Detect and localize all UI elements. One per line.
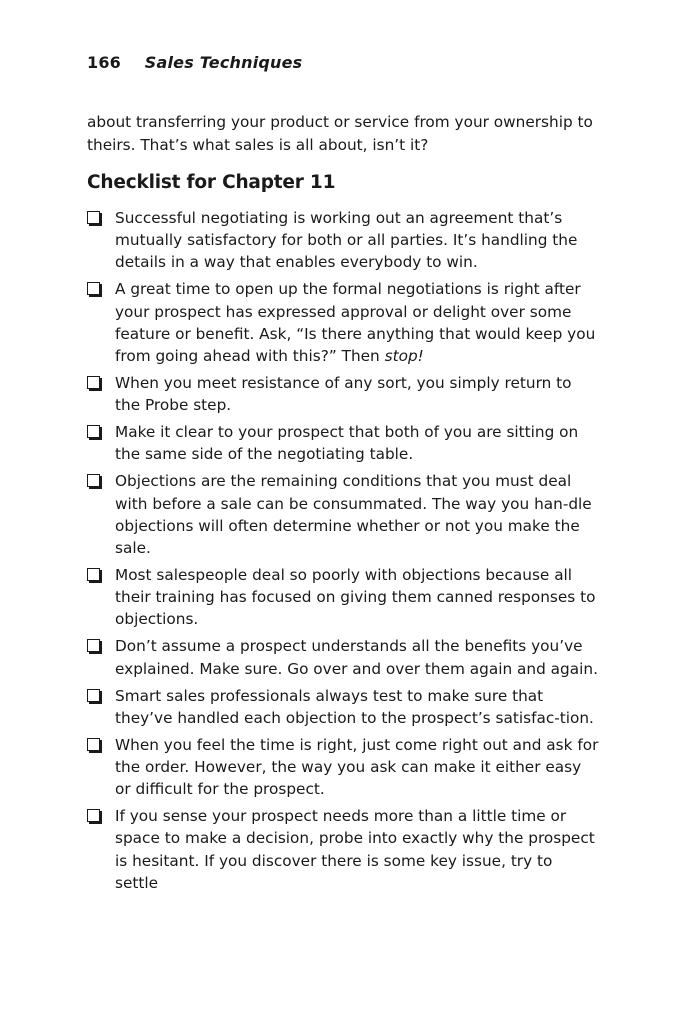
checklist-item — [87, 805, 599, 894]
checklist-item-text: Most salespeople deal so poorly with objections because all their training has focused on giving them canned responses to objections. — [115, 566, 596, 629]
checklist-item-text: If you sense your prospect needs more than a little time or space to make a decision, probe into exactly why the prospect is hesitant. If you discover there is some key issue, try to settle — [115, 807, 595, 892]
checklist-item — [87, 564, 599, 631]
checklist-item-text: When you meet resistance of any sort, you simply return to the Probe step. — [115, 374, 572, 415]
checklist-item-text: Successful negotiating is working out an agreement that’s mutually satisfactory for both or all parties. It’s handling the details in a way that enables everybody to win. — [115, 209, 578, 272]
checkbox-icon — [87, 809, 100, 822]
checkbox-icon — [87, 689, 100, 702]
checklist-item — [87, 734, 599, 801]
checkbox-icon — [87, 282, 100, 295]
checkbox-icon — [87, 738, 100, 751]
checklist-item-text: Make it clear to your prospect that both of you are sitting on the same side of the negotiating table. — [115, 423, 579, 464]
checkbox-icon — [87, 425, 100, 438]
checklist — [87, 207, 599, 899]
checklist-item-emphasis: stop! — [384, 347, 424, 366]
checkbox-icon — [87, 474, 100, 487]
section-title: Checklist for Chapter 11 — [87, 172, 336, 193]
checklist-item — [87, 421, 599, 465]
page-header — [87, 53, 302, 72]
checklist-item — [87, 685, 599, 729]
checklist-item — [87, 372, 599, 416]
checklist-item-text: Don’t assume a prospect understands all the benefits you’ve explained. Make sure. Go over and over them again and again. — [115, 637, 598, 678]
running-title: Sales Techniques — [144, 53, 303, 72]
checklist-item-text: Smart sales professionals always test to make sure that they’ve handled each objection to the prospect’s satisfac-tion. — [115, 686, 594, 727]
checklist-item — [87, 470, 599, 559]
checklist-item — [87, 635, 599, 679]
page-number: 166 — [87, 53, 121, 72]
checkbox-icon — [87, 568, 100, 581]
checklist-item — [87, 207, 599, 274]
checkbox-icon — [87, 639, 100, 652]
checklist-item-text: When you feel the time is right, just come right out and ask for the order. However, the way you ask can make it either easy or difficult for the prospect. — [115, 735, 599, 799]
checkbox-icon — [87, 211, 100, 224]
checklist-item — [87, 278, 599, 367]
checklist-item-text: Objections are the remaining conditions that you must deal with before a sale can be consummated. The way you han-dle objections will often determine whether or not you make the sale. — [115, 472, 592, 558]
checkbox-icon — [87, 376, 100, 389]
checklist-item-text: A great time to open up the formal negotiations is right after your prospect has expressed approval or delight over some feature or benefit. Ask, “Is there anything that would keep you from going ahead with this?” Then — [115, 280, 596, 366]
intro-paragraph: about transferring your product or service from your ownership to theirs. That’s what sales is all about, isn’t it? — [87, 113, 593, 154]
